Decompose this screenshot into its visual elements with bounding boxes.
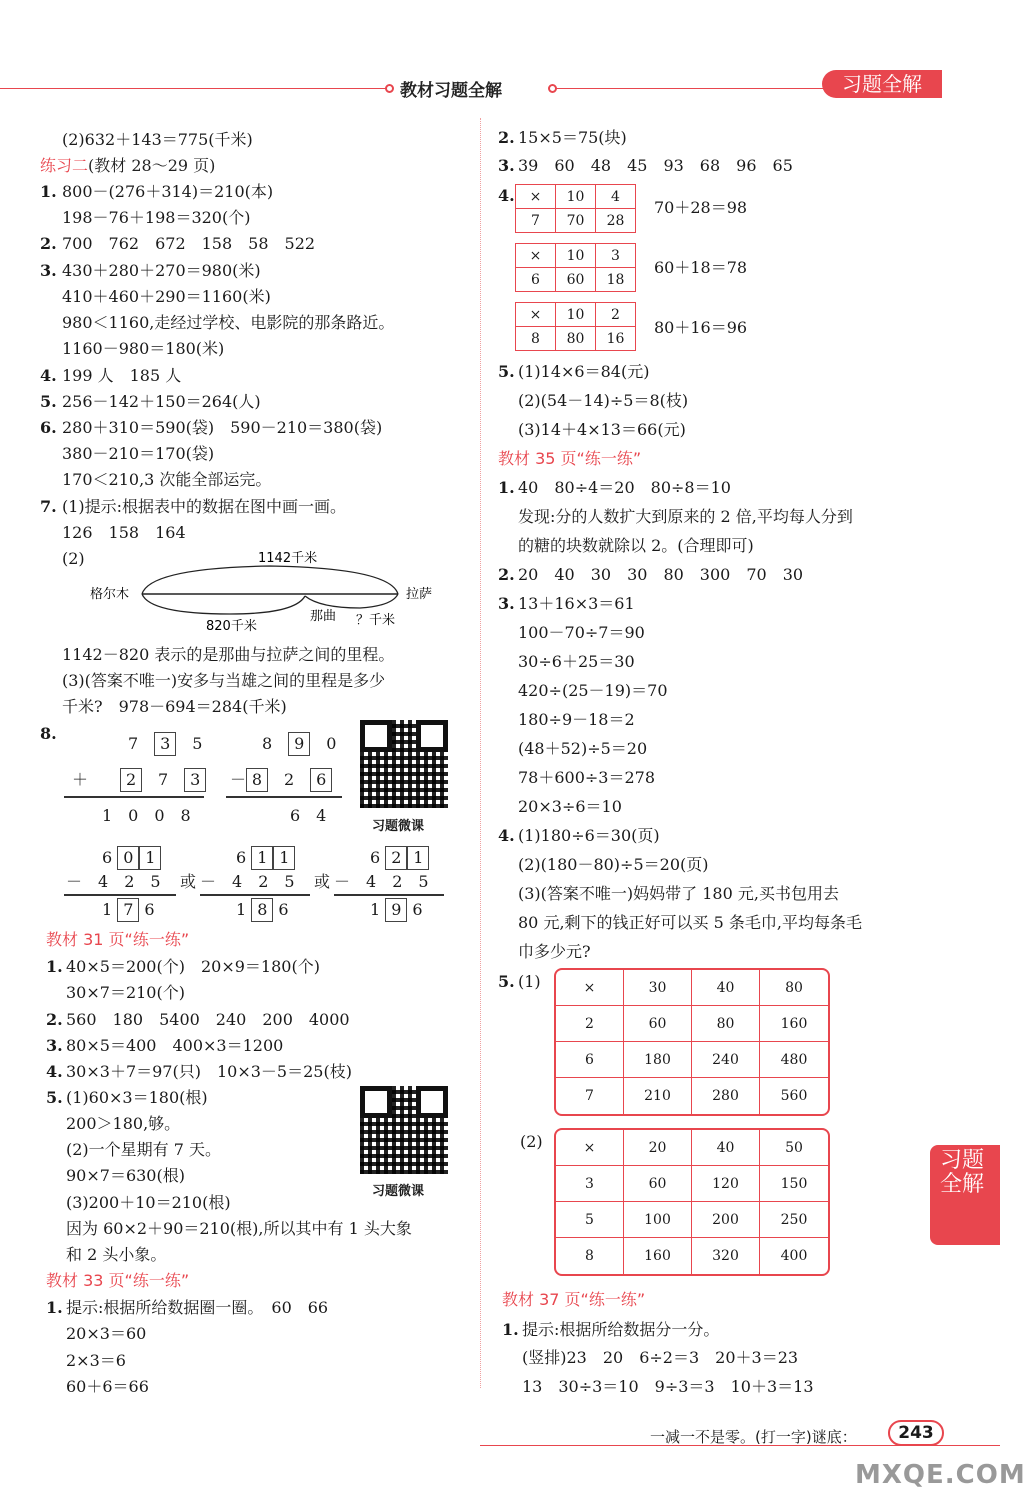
text-line: 126 158 164	[62, 523, 186, 542]
text-line: (1)	[518, 972, 541, 991]
mult-table-2	[515, 243, 636, 292]
item-num: 3.	[40, 261, 57, 280]
distance-diagram	[80, 548, 460, 638]
qr-label: 习题微课	[372, 1184, 425, 1199]
cell: 10	[556, 185, 596, 209]
calc-row	[72, 768, 206, 792]
cell: 4	[596, 185, 636, 209]
item-num: 2.	[498, 565, 515, 584]
item-num: 2.	[46, 1010, 63, 1029]
text-line: 1142－820 表示的是那曲与拉萨之间的里程。	[62, 645, 395, 664]
text-line: (3)(答案不唯一)安多与当雄之间的里程是多少	[62, 671, 386, 690]
digit: 5	[192, 734, 203, 753]
item-num: 5.	[46, 1088, 63, 1107]
text-line: (2)	[520, 1132, 543, 1151]
blank-box: 8	[246, 768, 268, 792]
cell: 10	[556, 303, 596, 327]
blank-box: 1	[273, 846, 295, 870]
mult-table-1	[515, 184, 636, 233]
heading-sub: (教材 28～29 页)	[88, 156, 216, 175]
calc-row	[236, 846, 295, 870]
label-midpoint: 那曲	[310, 609, 337, 624]
item-num: 5.	[498, 972, 515, 991]
calc-row	[262, 732, 336, 756]
text-line: 1160－980＝180(米)	[62, 339, 225, 358]
cell: 10	[556, 244, 596, 268]
calc-rule	[334, 894, 444, 896]
text-line: 200＞180,够。	[66, 1114, 181, 1133]
cell: 7	[556, 1078, 624, 1114]
text-line: (2)632＋143＝775(千米)	[62, 130, 253, 149]
header-dot-left	[385, 84, 394, 93]
text-line: 和 2 头小象。	[66, 1245, 167, 1264]
digit: 6	[412, 900, 423, 919]
text-line: 100－70÷7＝90	[518, 623, 645, 642]
text-line: 980＜1160,走经过学校、电影院的那条路近。	[62, 313, 395, 332]
digit: 6	[278, 900, 289, 919]
cell: 8	[556, 1238, 624, 1274]
digit: 7	[128, 734, 139, 753]
cell: ×	[516, 303, 556, 327]
cell: 240	[692, 1042, 760, 1078]
digit: 1	[102, 900, 113, 919]
qr-label: 习题微课	[372, 819, 425, 834]
text-line: 30×3＋7＝97(只) 10×3－5＝25(枝)	[66, 1062, 352, 1081]
or-label: 或	[314, 872, 331, 891]
cell: 100	[624, 1202, 692, 1238]
calc-rule	[226, 796, 342, 798]
header-title: 教材习题全解	[400, 81, 502, 101]
item-num: 1.	[46, 1298, 63, 1317]
section-heading-ex2	[40, 156, 215, 176]
digits: 4 2 5	[366, 872, 429, 891]
cell: 40	[692, 1130, 760, 1166]
text-line: (2)	[62, 549, 85, 568]
cell: 250	[760, 1202, 828, 1238]
watermark: MXQE.COM	[855, 1460, 1026, 1490]
text-line: (3)200＋10＝210(根)	[66, 1193, 231, 1212]
calc-row	[334, 872, 429, 892]
calc-rule	[64, 796, 204, 798]
table-sum: 70＋28＝98	[654, 198, 748, 217]
brace-bottom-right	[305, 594, 398, 608]
operator: －	[66, 872, 83, 891]
text-line: 800－(276＋314)＝210(本)	[62, 182, 274, 201]
cell: 160	[624, 1238, 692, 1274]
cell: 20	[624, 1130, 692, 1166]
cell: 280	[692, 1078, 760, 1114]
cell: 18	[596, 268, 636, 292]
text-line: 40 80÷4＝20 80÷8＝10	[518, 478, 731, 497]
text-line: 15×5＝75(块)	[518, 128, 627, 147]
item-num: 1.	[40, 182, 57, 201]
item-num: 4.	[498, 186, 515, 205]
text-line: 发现:分的人数扩大到原来的 2 倍,平均每人分到	[518, 507, 853, 526]
calc-row	[66, 872, 161, 892]
digit: 6	[236, 848, 247, 867]
cell: 70	[556, 209, 596, 233]
calc-result: 6 4	[290, 806, 327, 825]
blank-box: 9	[385, 898, 407, 922]
item-num: 5.	[40, 392, 57, 411]
cell: 40	[692, 970, 760, 1006]
text-line: 40×5＝200(个) 20×9＝180(个)	[66, 957, 320, 976]
section-heading-p35: 教材 35 页“练一练”	[498, 449, 642, 468]
mult-table-big-2	[554, 1128, 830, 1276]
section-heading-p33: 教材 33 页“练一练”	[46, 1271, 190, 1290]
operator: ＋	[72, 770, 89, 789]
calc-row	[128, 732, 202, 756]
text-line: 13 30÷3＝10 9÷3＝3 10＋3＝13	[522, 1377, 814, 1396]
item-num: 3.	[46, 1036, 63, 1055]
cell: 400	[780, 1248, 808, 1264]
cell: 6	[516, 268, 556, 292]
cell: 8	[516, 327, 556, 351]
item-num: 6.	[40, 418, 57, 437]
cell: ×	[556, 1130, 624, 1166]
cell: 80	[692, 1006, 760, 1042]
heading-text: 练习二	[40, 156, 89, 175]
digit: 7	[158, 770, 169, 789]
item-num: 1.	[46, 957, 63, 976]
cell: 120	[692, 1166, 760, 1202]
calc-rule	[200, 894, 310, 896]
text-line: 560 180 5400 240 200 4000	[66, 1010, 350, 1029]
header-rule-right	[556, 88, 826, 89]
cell: 3	[596, 244, 636, 268]
text-line: 因为 60×2＋90＝210(根),所以其中有 1 头大象	[66, 1219, 412, 1238]
text-line: 60＋6＝66	[66, 1377, 149, 1396]
calc-result	[102, 898, 155, 922]
calc-result	[236, 898, 289, 922]
text-line: (1)14×6＝84(元)	[518, 362, 650, 381]
text-line: 430＋280＋270＝980(米)	[62, 261, 261, 280]
digit: 0	[326, 734, 337, 753]
header-rule-left	[0, 88, 390, 89]
text-line: 420÷(25－19)＝70	[518, 681, 668, 700]
text-line: (3)14＋4×13＝66(元)	[518, 420, 686, 439]
text-line: 的糖的块数就除以 2。(合理即可)	[518, 536, 754, 555]
cell: 160	[760, 1006, 828, 1042]
text-line: 80×5＝400 400×3＝1200	[66, 1036, 284, 1055]
footer-riddle: 一减一不是零。(打一字)谜底：	[650, 1428, 857, 1446]
item-num: 1.	[502, 1320, 519, 1339]
item-num: 5.	[498, 362, 515, 381]
or-label: 或	[180, 872, 197, 891]
cell: 3	[556, 1166, 624, 1202]
cell: 560	[780, 1088, 808, 1104]
mult-table-3	[515, 302, 636, 351]
text-line: 199 人 185 人	[62, 366, 182, 385]
cell: 210	[624, 1078, 692, 1114]
qr-code-1[interactable]	[360, 720, 448, 808]
section-heading-p37: 教材 37 页“练一练”	[502, 1290, 646, 1309]
table-sum: 60＋18＝78	[654, 258, 748, 277]
blank-box: 6	[310, 768, 332, 792]
cell: 50	[760, 1130, 828, 1166]
digit: 6	[370, 848, 381, 867]
text-line: 提示:根据所给数据分一分。	[522, 1320, 720, 1339]
brace-bottom-left	[142, 594, 305, 614]
cell: 60	[624, 1166, 692, 1202]
page-number: 243	[888, 1420, 944, 1446]
column-divider	[480, 118, 481, 1388]
item-num: 2.	[498, 128, 515, 147]
calc-row	[370, 846, 429, 870]
header-badge: 习题全解	[822, 70, 942, 98]
cell: 30	[624, 970, 692, 1006]
digit: 6	[144, 900, 155, 919]
text-line: (2)(54－14)÷5＝8(枝)	[518, 391, 689, 410]
blank-box: 7	[117, 898, 139, 922]
label-first-leg: 820千米	[206, 619, 257, 634]
text-line: 170＜210,3 次能全部运完。	[62, 470, 272, 489]
digits: 4 2 5	[232, 872, 295, 891]
blank-box: 8	[251, 898, 273, 922]
text-line: 78＋600÷3＝278	[518, 768, 656, 787]
item-num: 2.	[40, 234, 57, 253]
cell: 28	[596, 209, 636, 233]
cell: 6	[556, 1042, 624, 1078]
blank-box: 1	[407, 846, 429, 870]
brace-top	[142, 566, 398, 594]
text-line: (1)180÷6＝30(页)	[518, 826, 660, 845]
section-heading-p31: 教材 31 页“练一练”	[46, 930, 190, 949]
cell: 60	[624, 1006, 692, 1042]
text-line: (1)60×3＝180(根)	[66, 1088, 208, 1107]
item-num: 3.	[498, 594, 515, 613]
operator: －	[230, 770, 247, 789]
side-tab[interactable]: 习题全解	[930, 1145, 1000, 1245]
blank-box: 3	[184, 768, 206, 792]
table-sum: 80＋16＝96	[654, 318, 748, 337]
text-line: (竖排)23 20 6÷2＝3 20＋3＝23	[522, 1348, 799, 1367]
label-second-leg: ？千米	[356, 613, 396, 628]
cell: 5	[556, 1202, 624, 1238]
text-line: (2)一个星期有 7 天。	[66, 1140, 222, 1159]
text-line: 280＋310＝590(袋) 590－210＝380(袋)	[62, 418, 383, 437]
blank-box: 3	[154, 732, 176, 756]
calc-row	[200, 872, 295, 892]
qr-code-2[interactable]	[360, 1086, 448, 1174]
text-line: 256－142＋150＝264(人)	[62, 392, 261, 411]
blank-box: 1	[139, 846, 161, 870]
item-num: 7.	[40, 497, 57, 516]
blank-box: 9	[288, 732, 310, 756]
cell: ×	[516, 185, 556, 209]
text-line: 90×7＝630(根)	[66, 1166, 185, 1185]
cell: 80	[760, 970, 828, 1006]
digit: 1	[236, 900, 247, 919]
cell: 7	[516, 209, 556, 233]
text-line: 198－76＋198＝320(个)	[62, 208, 251, 227]
label-end: 拉萨	[406, 587, 433, 602]
cell: 150	[760, 1166, 828, 1202]
item-num: 4.	[498, 826, 515, 845]
digits: 4 2 5	[98, 872, 161, 891]
blank-box: 1	[251, 846, 273, 870]
text-line: 巾多少元?	[518, 942, 591, 961]
text-line: 380－210＝170(袋)	[62, 444, 215, 463]
item-num: 4.	[40, 366, 57, 385]
calc-row	[230, 768, 332, 792]
blank-box: 0	[117, 846, 139, 870]
cell: 480	[760, 1042, 828, 1078]
cell: ×	[516, 244, 556, 268]
text-line: 700 762 672 158 58 522	[62, 234, 316, 253]
operator: －	[200, 872, 217, 891]
cell: ×	[556, 970, 624, 1006]
text-line: 39 60 48 45 93 68 96 65	[518, 156, 793, 175]
digit: 2	[284, 770, 295, 789]
label-start: 格尔木	[90, 587, 130, 602]
cell: 200	[692, 1202, 760, 1238]
text-line: 20×3＝60	[66, 1324, 147, 1343]
text-line: 千米? 978－694＝284(千米)	[62, 697, 287, 716]
text-line: 提示:根据所给数据圈一圈。 60 66	[66, 1298, 329, 1317]
calc-rule	[64, 894, 176, 896]
operator: －	[334, 872, 351, 891]
cell: 180	[624, 1042, 692, 1078]
text-line: (1)提示:根据表中的数据在图中画一画。	[62, 497, 347, 516]
text-line: 410＋460＋290＝1160(米)	[62, 287, 271, 306]
text-line: 13＋16×3＝61	[518, 594, 635, 613]
cell: 2	[596, 303, 636, 327]
text-line: 20 40 30 30 80 300 70 30	[518, 565, 804, 584]
calc-result	[370, 898, 423, 922]
cell: 16	[596, 327, 636, 351]
blank-box: 2	[120, 768, 142, 792]
calc-result: 1 0 0 8	[102, 806, 191, 825]
text-line: (3)(答案不唯一)妈妈带了 180 元,买书包用去	[518, 884, 839, 903]
text-line: (48＋52)÷5＝20	[518, 739, 648, 758]
calc-row	[102, 846, 161, 870]
digit: 6	[102, 848, 113, 867]
text-line: 20×3÷6＝10	[518, 797, 622, 816]
cell: 2	[556, 1006, 624, 1042]
cell: 60	[556, 268, 596, 292]
text-line: 30×7＝210(个)	[66, 983, 185, 1002]
text-line: 30÷6＋25＝30	[518, 652, 635, 671]
item-num: 4.	[46, 1062, 63, 1081]
digit: 1	[370, 900, 381, 919]
text-line: 80 元,剩下的钱正好可以买 5 条毛巾,平均每条毛	[518, 913, 862, 932]
blank-box: 2	[385, 846, 407, 870]
cell: 80	[556, 327, 596, 351]
item-num: 1.	[498, 478, 515, 497]
item-num: 3.	[498, 156, 515, 175]
item-num: 8.	[40, 724, 57, 743]
label-total: 1142千米	[258, 551, 318, 566]
cell: 320	[692, 1238, 760, 1274]
text-line: 2×3＝6	[66, 1351, 126, 1370]
text-line: 180÷9－18＝2	[518, 710, 635, 729]
text-line: (2)(180－80)÷5＝20(页)	[518, 855, 709, 874]
mult-table-big-1	[554, 968, 830, 1116]
digit: 8	[262, 734, 273, 753]
